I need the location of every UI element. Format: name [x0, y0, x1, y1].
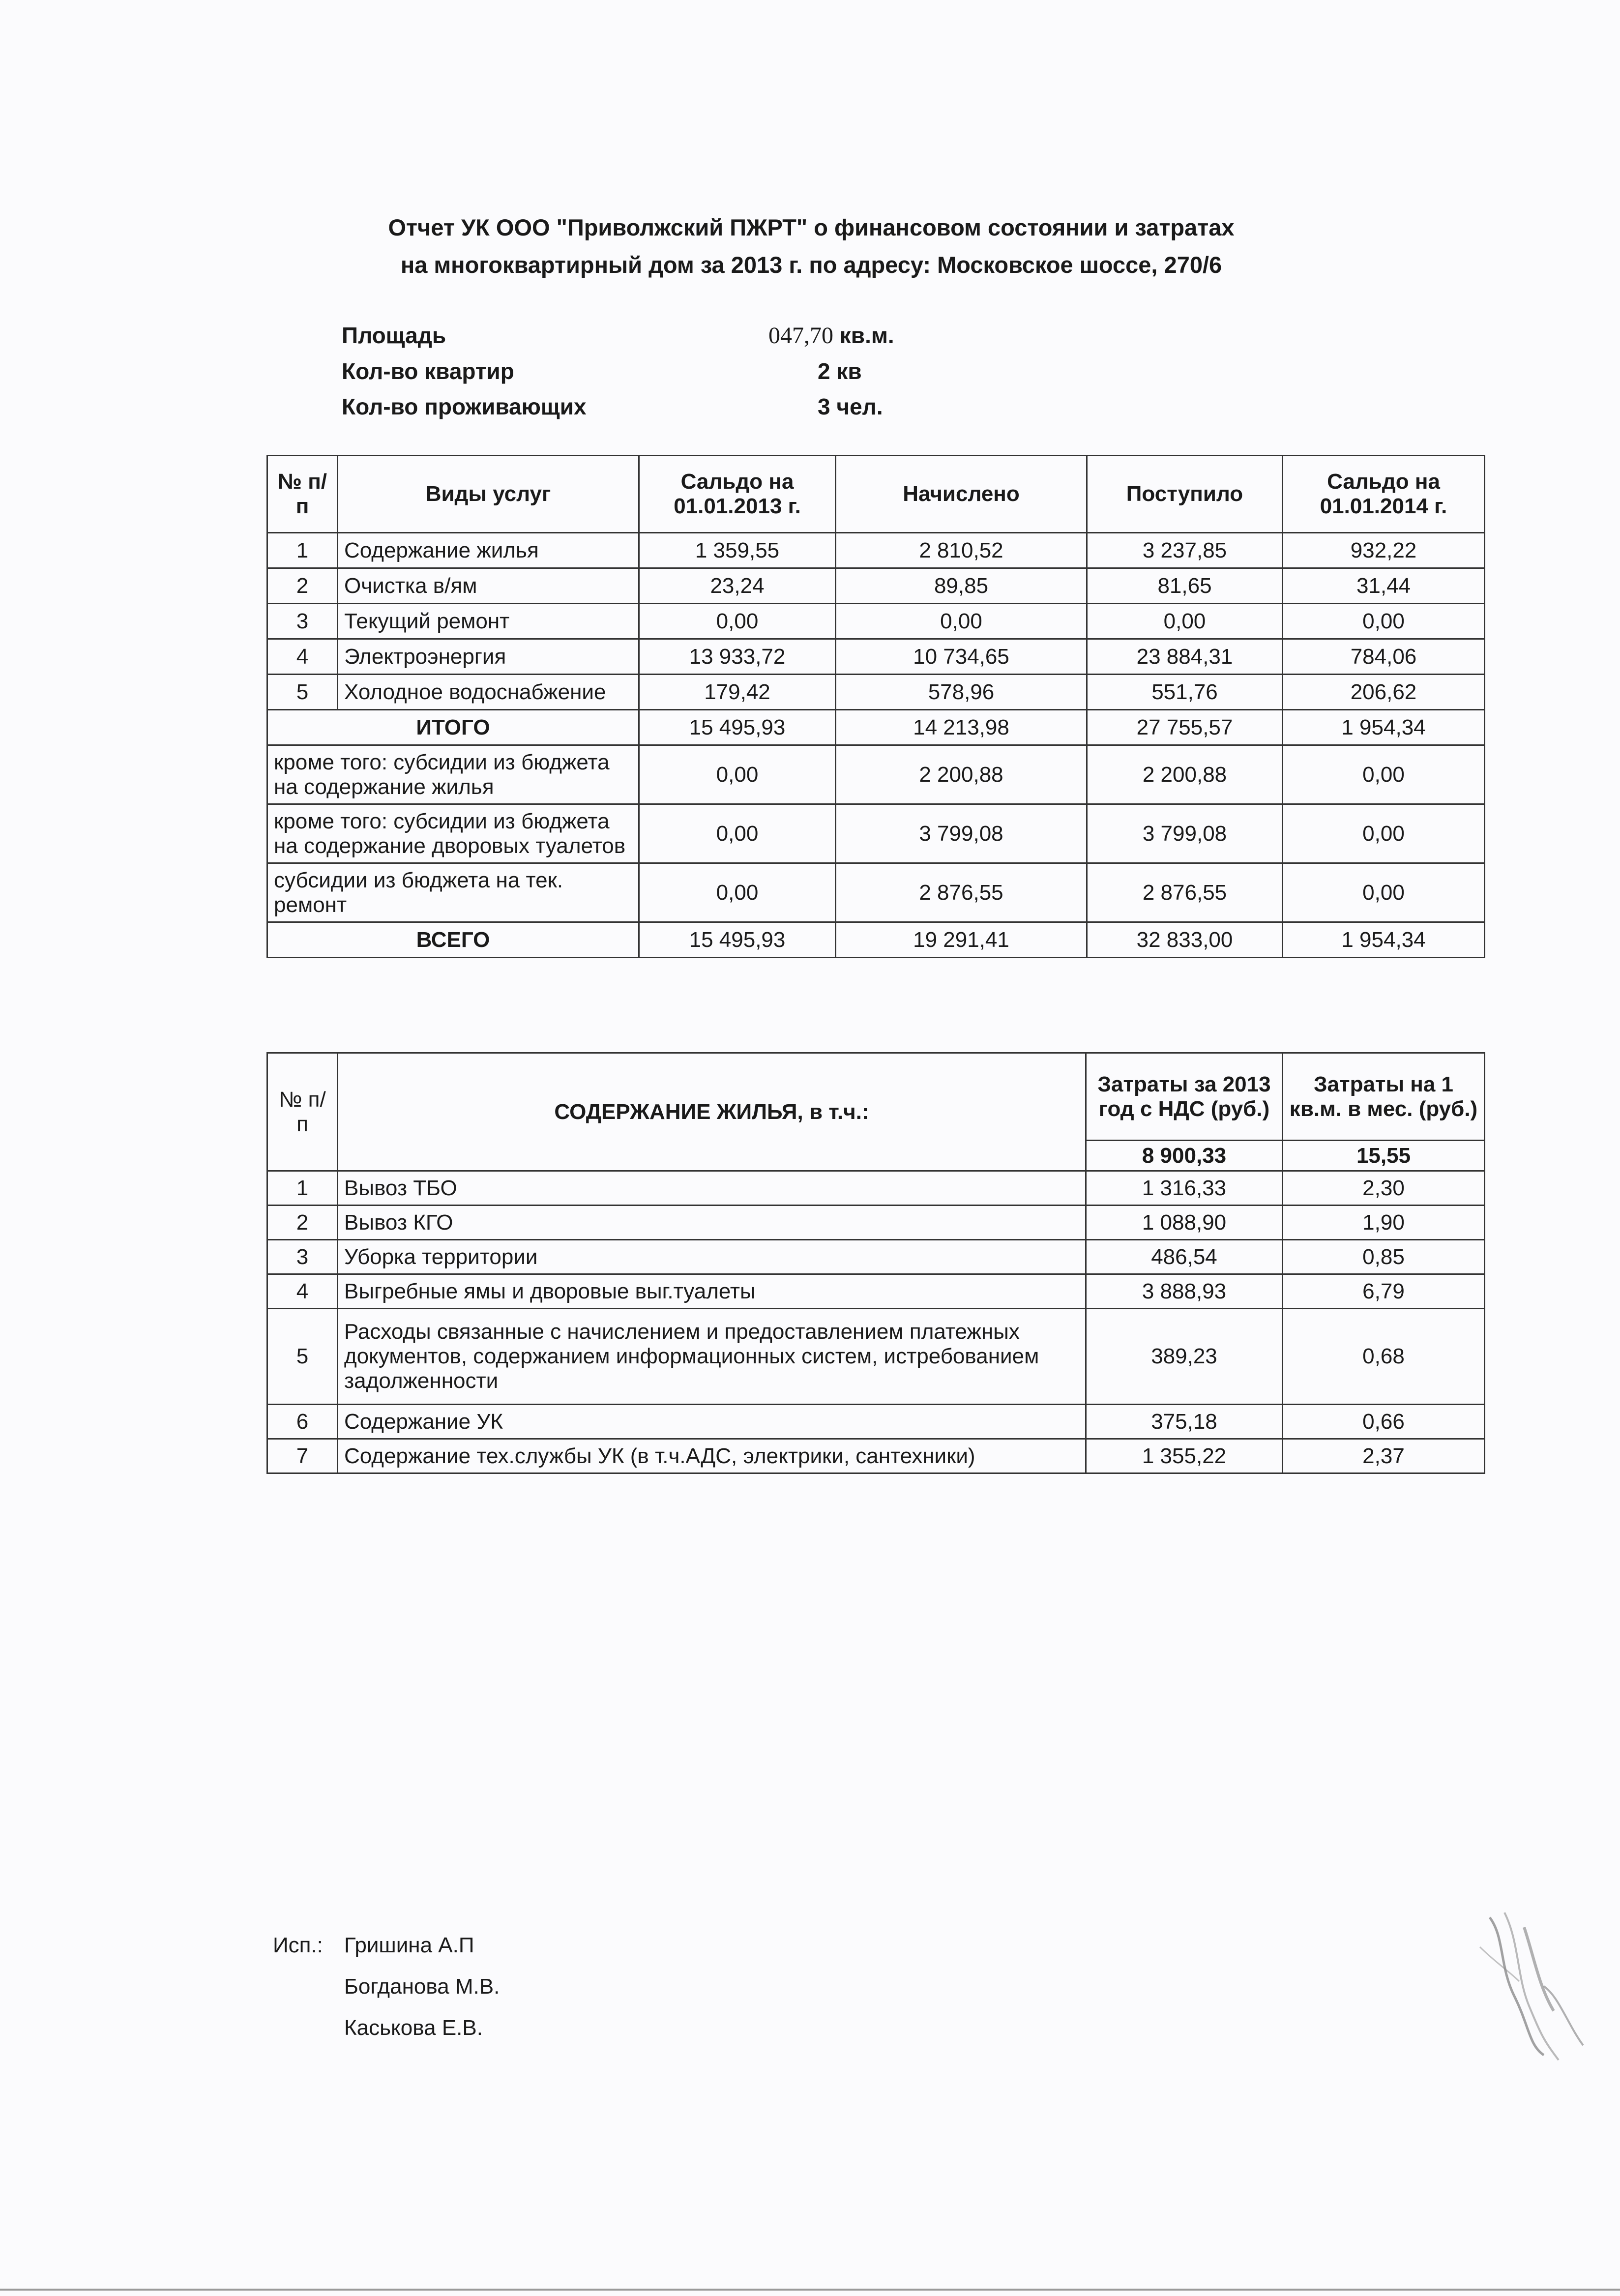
cell-charged: 578,96 — [836, 675, 1087, 710]
subsidy-received: 3 799,08 — [1087, 804, 1283, 863]
cost-col-header-num: № п/п — [267, 1053, 338, 1171]
area-label: Площадь — [342, 323, 446, 348]
cell-annual: 486,54 — [1086, 1240, 1283, 1274]
itogo-charged: 14 213,98 — [836, 710, 1087, 745]
cell-item: Выгребные ямы и дворовые выг.туалеты — [338, 1274, 1086, 1309]
executors-label: Исп.: — [273, 1933, 323, 1957]
cell-service: Текущий ремонт — [338, 604, 639, 639]
table-row — [267, 1206, 1485, 1240]
area-number: 047,70 — [768, 323, 833, 349]
subsidy-charged: 3 799,08 — [836, 804, 1087, 863]
title-line-1: Отчет УК ООО "Приволжский ПЖРТ" о финансовом состоянии и затратах — [388, 214, 1235, 240]
cell-num: 2 — [267, 1206, 338, 1240]
cell-num: 4 — [267, 1274, 338, 1309]
cell-num: 6 — [267, 1405, 338, 1439]
cell-charged: 0,00 — [836, 604, 1087, 639]
scan-edge-line — [0, 2289, 1620, 2291]
itogo-label: ИТОГО — [267, 710, 639, 745]
table-row — [267, 1309, 1485, 1405]
report-title — [265, 209, 1357, 284]
executor-name: Гришина А.П — [344, 1933, 474, 1957]
subsidy-row — [267, 863, 1485, 922]
apartments-label: Кол-во квартир — [342, 358, 514, 384]
col-header-closing-balance: Сальдо на 01.01.2014 г. — [1283, 456, 1485, 533]
cell-closing: 784,06 — [1283, 639, 1485, 675]
cell-annual: 3 888,93 — [1086, 1274, 1283, 1309]
cell-annual: 1 355,22 — [1086, 1439, 1283, 1473]
cell-service: Очистка в/ям — [338, 568, 639, 604]
cell-opening: 1 359,55 — [639, 533, 836, 568]
residents-number: 3 — [818, 394, 830, 419]
col-header-charged: Начислено — [836, 456, 1087, 533]
finance-header-row — [267, 456, 1485, 533]
cell-received: 0,00 — [1087, 604, 1283, 639]
table-row — [267, 604, 1485, 639]
cell-annual: 389,23 — [1086, 1309, 1283, 1405]
cell-received: 23 884,31 — [1087, 639, 1283, 675]
cell-charged: 2 810,52 — [836, 533, 1087, 568]
cell-monthly: 1,90 — [1283, 1206, 1485, 1240]
table-row — [267, 568, 1485, 604]
cell-num: 2 — [267, 568, 338, 604]
cell-num: 5 — [267, 1309, 338, 1405]
title-line-2: на многоквартирный дом за 2013 г. по адресу: Московское шоссе, 270/6 — [400, 252, 1222, 278]
cost-total-annual: 8 900,33 — [1086, 1141, 1283, 1171]
cost-col-header-item: СОДЕРЖАНИЕ ЖИЛЬЯ, в т.ч.: — [338, 1053, 1086, 1171]
cell-item: Вывоз КГО — [338, 1206, 1086, 1240]
cell-num: 7 — [267, 1439, 338, 1473]
finance-table — [266, 455, 1485, 958]
vsego-row — [267, 922, 1485, 958]
vsego-closing: 1 954,34 — [1283, 922, 1485, 958]
cell-num: 1 — [267, 1171, 338, 1206]
cell-received: 81,65 — [1087, 568, 1283, 604]
table-row — [267, 533, 1485, 568]
cell-monthly: 0,68 — [1283, 1309, 1485, 1405]
cell-num: 4 — [267, 639, 338, 675]
apartments-number: 2 — [818, 358, 830, 384]
subsidy-opening: 0,00 — [639, 863, 836, 922]
subsidy-label: кроме того: субсидии из бюджета на содержание жилья — [267, 745, 639, 804]
table-row — [267, 675, 1485, 710]
residents-unit: чел. — [836, 394, 883, 419]
itogo-row — [267, 710, 1485, 745]
cell-charged: 89,85 — [836, 568, 1087, 604]
table-row — [267, 639, 1485, 675]
table-row — [267, 1439, 1485, 1473]
subsidy-charged: 2 200,88 — [836, 745, 1087, 804]
cell-annual: 375,18 — [1086, 1405, 1283, 1439]
vsego-received: 32 833,00 — [1087, 922, 1283, 958]
cell-opening: 0,00 — [639, 604, 836, 639]
cell-item: Содержание УК — [338, 1405, 1086, 1439]
cell-num: 3 — [267, 1240, 338, 1274]
subsidy-charged: 2 876,55 — [836, 863, 1087, 922]
residents-label: Кол-во проживающих — [342, 394, 587, 419]
cell-received: 3 237,85 — [1087, 533, 1283, 568]
subsidy-received: 2 200,88 — [1087, 745, 1283, 804]
subsidy-row — [267, 745, 1485, 804]
cell-num: 1 — [267, 533, 338, 568]
area-unit: кв.м. — [839, 323, 894, 348]
subsidy-label: субсидии из бюджета на тек. ремонт — [267, 863, 639, 922]
cell-annual: 1 088,90 — [1086, 1206, 1283, 1240]
cell-annual: 1 316,33 — [1086, 1171, 1283, 1206]
vsego-opening: 15 495,93 — [639, 922, 836, 958]
cell-monthly: 6,79 — [1283, 1274, 1485, 1309]
executor-name: Богданова М.В. — [344, 1974, 500, 1999]
table-row — [267, 1171, 1485, 1206]
subsidy-closing: 0,00 — [1283, 745, 1485, 804]
subsidy-closing: 0,00 — [1283, 804, 1485, 863]
cell-num: 3 — [267, 604, 338, 639]
table-row — [267, 1240, 1485, 1274]
col-header-num: № п/п — [267, 456, 338, 533]
col-header-received: Поступило — [1087, 456, 1283, 533]
cell-service: Содержание жилья — [338, 533, 639, 568]
itogo-closing: 1 954,34 — [1283, 710, 1485, 745]
cell-opening: 13 933,72 — [639, 639, 836, 675]
apartments-unit: кв — [836, 358, 862, 384]
apartments-value — [818, 358, 862, 384]
residents-value — [818, 393, 883, 420]
cell-monthly: 2,37 — [1283, 1439, 1485, 1473]
vsego-charged: 19 291,41 — [836, 922, 1087, 958]
cost-table — [266, 1052, 1485, 1474]
cell-item: Уборка территории — [338, 1240, 1086, 1274]
area-value — [768, 322, 894, 349]
itogo-opening: 15 495,93 — [639, 710, 836, 745]
cost-total-monthly: 15,55 — [1283, 1141, 1485, 1171]
cell-closing: 31,44 — [1283, 568, 1485, 604]
table-row — [267, 1274, 1485, 1309]
table-row — [267, 1405, 1485, 1439]
cell-opening: 23,24 — [639, 568, 836, 604]
cell-closing: 0,00 — [1283, 604, 1485, 639]
subsidy-received: 2 876,55 — [1087, 863, 1283, 922]
cell-monthly: 0,85 — [1283, 1240, 1485, 1274]
subsidy-label: кроме того: субсидии из бюджета на содержание дворовых туалетов — [267, 804, 639, 863]
cell-item: Содержание тех.службы УК (в т.ч.АДС, электрики, сантехники) — [338, 1439, 1086, 1473]
cell-received: 551,76 — [1087, 675, 1283, 710]
cost-col-header-monthly: Затраты на 1 кв.м. в мес. (руб.) — [1283, 1053, 1485, 1141]
cell-opening: 179,42 — [639, 675, 836, 710]
cell-service: Холодное водоснабжение — [338, 675, 639, 710]
cost-col-header-annual: Затраты за 2013 год с НДС (руб.) — [1086, 1053, 1283, 1141]
vsego-label: ВСЕГО — [267, 922, 639, 958]
executor-name: Каськова Е.В. — [344, 2016, 483, 2040]
cell-item: Расходы связанные с начислением и предоставлением платежных документов, содержанием информационных систем, истребованием задолженности — [338, 1309, 1086, 1405]
subsidy-opening: 0,00 — [639, 804, 836, 863]
cell-item: Вывоз ТБО — [338, 1171, 1086, 1206]
cell-charged: 10 734,65 — [836, 639, 1087, 675]
cell-service: Электроэнергия — [338, 639, 639, 675]
subsidy-opening: 0,00 — [639, 745, 836, 804]
cost-header-row — [267, 1053, 1485, 1141]
cell-monthly: 0,66 — [1283, 1405, 1485, 1439]
cell-closing: 932,22 — [1283, 533, 1485, 568]
pencil-scribble-mark — [1470, 1898, 1618, 2075]
cell-num: 5 — [267, 675, 338, 710]
col-header-service: Виды услуг — [338, 456, 639, 533]
subsidy-closing: 0,00 — [1283, 863, 1485, 922]
cell-monthly: 2,30 — [1283, 1171, 1485, 1206]
itogo-received: 27 755,57 — [1087, 710, 1283, 745]
subsidy-row — [267, 804, 1485, 863]
col-header-opening-balance: Сальдо на 01.01.2013 г. — [639, 456, 836, 533]
cell-closing: 206,62 — [1283, 675, 1485, 710]
